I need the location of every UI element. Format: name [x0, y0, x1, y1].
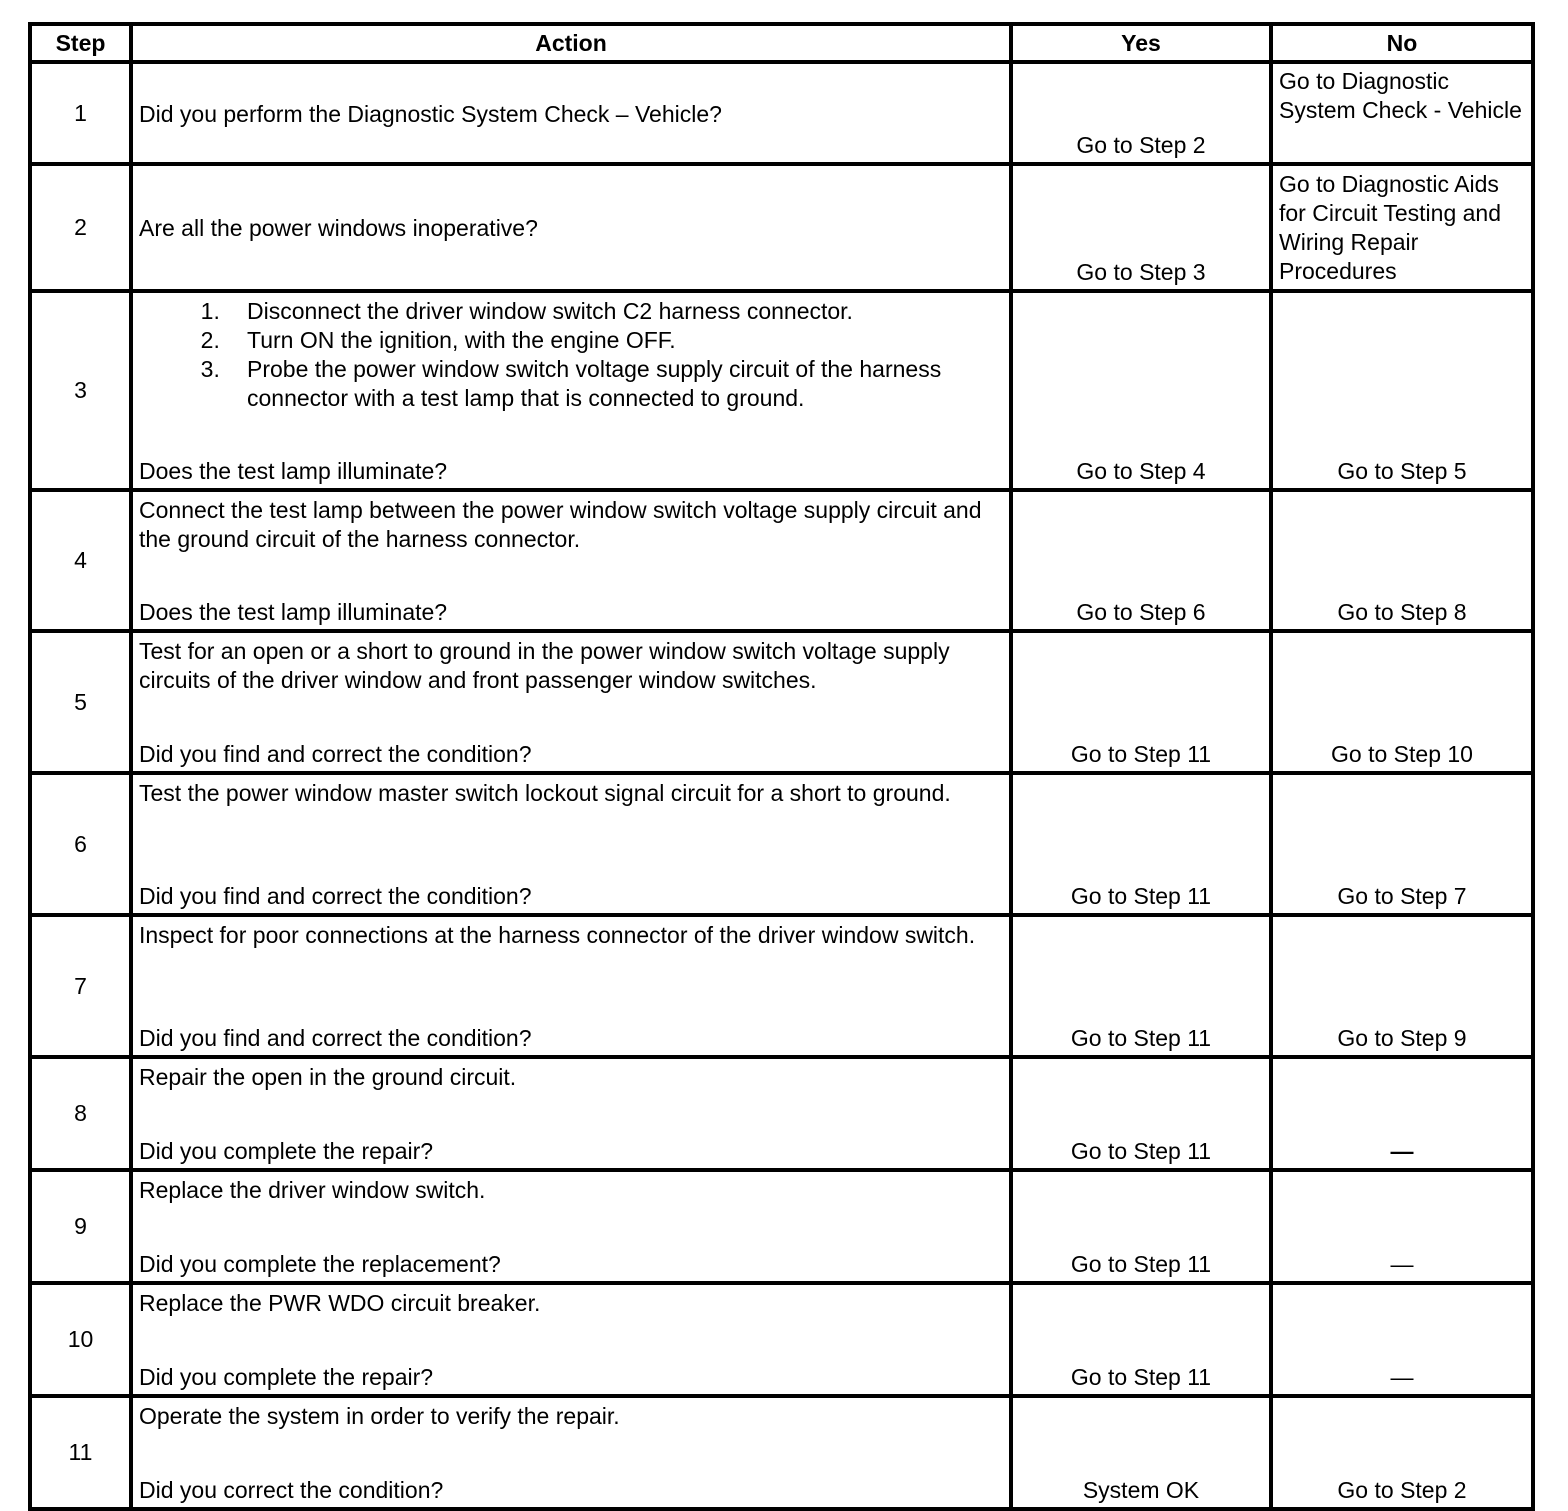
- no-cell: Go to Step 2: [1271, 1396, 1533, 1509]
- action-cell: [131, 1283, 1011, 1396]
- action-question: Did you complete the replacement?: [139, 1251, 501, 1277]
- action-question: Did you complete the repair?: [139, 1364, 434, 1390]
- yes-cell: Go to Step 11: [1011, 773, 1271, 915]
- action-cell: [131, 1057, 1011, 1170]
- action-instruction: Replace the PWR WDO circuit breaker.: [139, 1290, 541, 1316]
- no-cell: Go to Step 10: [1271, 631, 1533, 773]
- yes-cell: Go to Step 4: [1011, 291, 1271, 490]
- action-instruction: Connect the test lamp between the power window switch voltage supply circuit and the ground circuit of the harness connector.: [139, 497, 982, 552]
- header-row: [30, 24, 1533, 62]
- action-cell: [131, 631, 1011, 773]
- table-row: [30, 1057, 1533, 1170]
- step-number: 10: [30, 1283, 131, 1396]
- action-question: Did you perform the Diagnostic System Check – Vehicle?: [139, 100, 722, 127]
- action-cell: [131, 773, 1011, 915]
- action-instruction: Test for an open or a short to ground in the power window switch voltage supply circuits of the driver window and front passenger window switches.: [139, 638, 950, 693]
- action-question: Did you find and correct the condition?: [139, 1025, 532, 1051]
- action-question: Did you correct the condition?: [139, 1477, 444, 1503]
- no-cell: —: [1271, 1283, 1533, 1396]
- action-instruction: Test the power window master switch lockout signal circuit for a short to ground.: [139, 780, 951, 806]
- action-cell: [131, 1170, 1011, 1283]
- no-cell: Go to Step 9: [1271, 915, 1533, 1057]
- header-action: Action: [131, 24, 1011, 62]
- action-instruction: Inspect for poor connections at the harness connector of the driver window switch.: [139, 922, 976, 948]
- yes-cell: System OK: [1011, 1396, 1271, 1509]
- yes-cell: Go to Step 11: [1011, 1170, 1271, 1283]
- table-row: [30, 490, 1533, 631]
- yes-cell: Go to Step 2: [1011, 62, 1271, 164]
- action-question: Did you complete the repair?: [139, 1138, 434, 1164]
- diagnostic-table: [28, 22, 1535, 1511]
- action-cell: [131, 62, 1011, 164]
- action-cell: [131, 915, 1011, 1057]
- no-cell: Go to Diagnostic System Check - Vehicle: [1271, 62, 1533, 164]
- action-question: Does the test lamp illuminate?: [139, 458, 448, 484]
- yes-cell: Go to Step 11: [1011, 1283, 1271, 1396]
- step-number: 8: [30, 1057, 131, 1170]
- yes-cell: Go to Step 3: [1011, 164, 1271, 291]
- yes-cell: Go to Step 11: [1011, 1057, 1271, 1170]
- step-number: 11: [30, 1396, 131, 1509]
- step-number: 1: [30, 62, 131, 164]
- action-instruction: Repair the open in the ground circuit.: [139, 1064, 517, 1090]
- table-row: [30, 291, 1533, 490]
- step-number: 6: [30, 773, 131, 915]
- step-number: 9: [30, 1170, 131, 1283]
- substep-item: 3. Probe the power window switch voltage supply circuit of the harness connector with a test lamp that is connected to ground.: [239, 355, 1003, 413]
- table-row: [30, 1283, 1533, 1396]
- action-cell: [131, 1396, 1011, 1509]
- table-row: [30, 631, 1533, 773]
- step-number: 3: [30, 291, 131, 490]
- action-cell: [131, 291, 1011, 490]
- header-yes: Yes: [1011, 24, 1271, 62]
- yes-cell: Go to Step 11: [1011, 915, 1271, 1057]
- table-row: [30, 164, 1533, 291]
- header-no: No: [1271, 24, 1533, 62]
- step-number: 2: [30, 164, 131, 291]
- table-row: [30, 1170, 1533, 1283]
- no-cell: —: [1271, 1057, 1533, 1170]
- action-question: Did you find and correct the condition?: [139, 883, 532, 909]
- action-substeps: [139, 297, 1003, 413]
- table-row: [30, 1396, 1533, 1509]
- no-cell: Go to Step 8: [1271, 490, 1533, 631]
- action-cell: [131, 490, 1011, 631]
- table-row: [30, 773, 1533, 915]
- action-instruction: Replace the driver window switch.: [139, 1177, 486, 1203]
- no-cell: Go to Step 5: [1271, 291, 1533, 490]
- action-question: Did you find and correct the condition?: [139, 741, 532, 767]
- action-question: Does the test lamp illuminate?: [139, 599, 448, 625]
- step-number: 7: [30, 915, 131, 1057]
- no-cell: Go to Step 7: [1271, 773, 1533, 915]
- substep-item: 1. Disconnect the driver window switch C2 harness connector.: [239, 297, 1003, 326]
- action-cell: [131, 164, 1011, 291]
- table-row: [30, 62, 1533, 164]
- step-number: 4: [30, 490, 131, 631]
- header-step: Step: [30, 24, 131, 62]
- substep-item: 2. Turn ON the ignition, with the engine OFF.: [239, 326, 1003, 355]
- table-row: [30, 915, 1533, 1057]
- action-instruction: Operate the system in order to verify the repair.: [139, 1403, 620, 1429]
- no-cell: Go to Diagnostic Aids for Circuit Testing and Wiring Repair Procedures: [1271, 164, 1533, 291]
- no-cell: —: [1271, 1170, 1533, 1283]
- yes-cell: Go to Step 11: [1011, 631, 1271, 773]
- action-question: Are all the power windows inoperative?: [139, 215, 538, 241]
- step-number: 5: [30, 631, 131, 773]
- yes-cell: Go to Step 6: [1011, 490, 1271, 631]
